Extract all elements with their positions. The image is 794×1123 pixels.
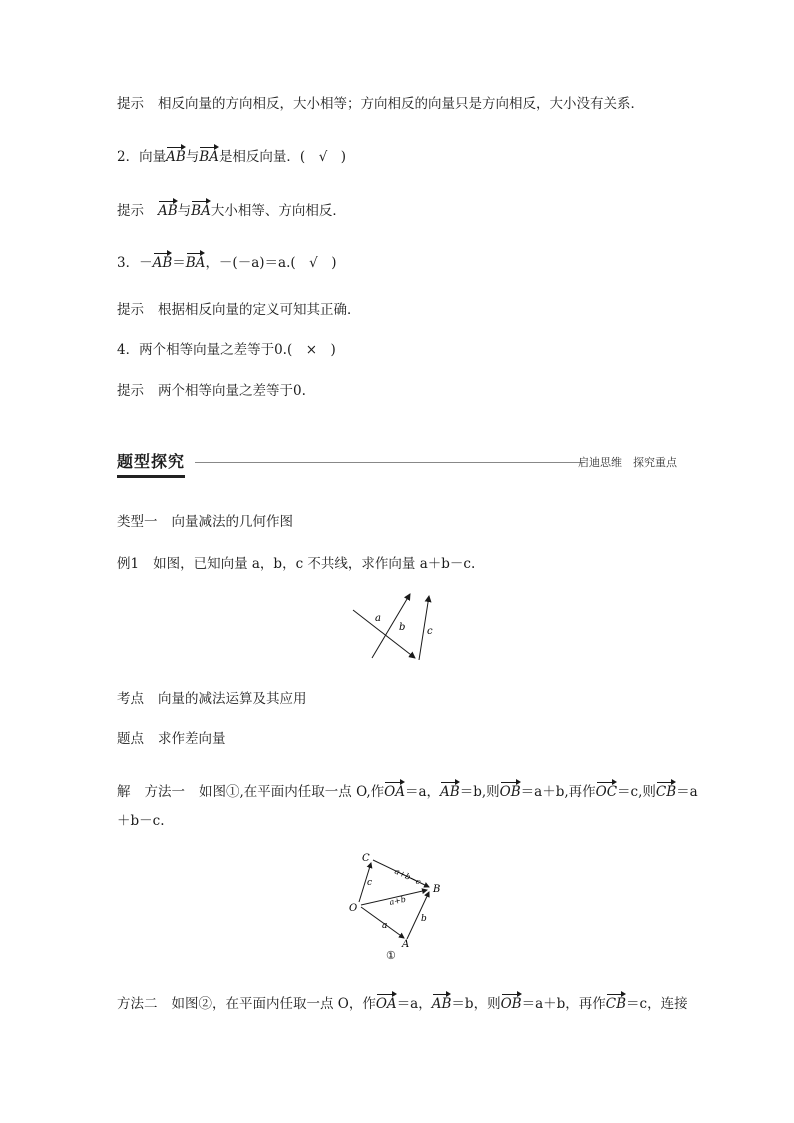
example-label: 例1 — [117, 556, 140, 572]
section-title-underline — [117, 475, 185, 478]
label-b: b — [399, 622, 406, 633]
solution-text: ＝a＋b,再作 — [520, 784, 596, 800]
type-text: 向量减法的几何作图 — [171, 514, 293, 530]
question-text: 两个相等向量之差等于0.( × ) — [139, 342, 336, 358]
solution-text: ＝a， — [396, 996, 432, 1012]
vector-ob: OB — [501, 991, 522, 1011]
hint-label: 提示 — [117, 203, 144, 219]
label-c: c — [367, 878, 373, 888]
point-b-label: B — [433, 884, 441, 895]
hint-label: 提示 — [117, 383, 144, 399]
solution-text: 如图②，在平面内任取一点 O，作 — [171, 996, 376, 1012]
label-a-plus-b-minus-c: a+b−c — [393, 866, 423, 887]
hint-text: 根据相反向量的定义可知其正确． — [158, 302, 361, 318]
solution-text: ＝a — [676, 784, 698, 800]
hint-4 — [117, 381, 306, 401]
vector-ba: BA — [191, 198, 211, 218]
hint-text: 相反向量的方向相反，大小相等；方向相反的向量只是方向相反，大小没有关系． — [158, 96, 644, 112]
question-text: 与 — [185, 149, 200, 165]
vector-oa: OA — [384, 779, 405, 799]
hint-label: 提示 — [117, 302, 144, 318]
vector-cb: CB — [606, 991, 626, 1011]
question-number: 3． — [117, 255, 140, 271]
solution-text: ＋b－c. — [117, 813, 165, 829]
point-o-label: O — [349, 903, 358, 914]
vector-a-arrow — [353, 610, 415, 658]
vector-ob: OB — [500, 779, 521, 799]
tidian — [117, 729, 226, 749]
type-heading — [117, 512, 293, 532]
question-number: 4． — [117, 342, 140, 358]
tidian-label: 题点 — [117, 731, 144, 747]
solution-text: 如图①,在平面内任取一点 O,作 — [199, 784, 385, 800]
vector-ab: AB — [166, 144, 186, 164]
point-a-label: A — [402, 939, 410, 950]
vector-ab: AB — [158, 198, 178, 218]
question-text: － — [139, 255, 153, 271]
question-text: ＝ — [172, 255, 186, 271]
vector-cb: CB — [656, 779, 676, 799]
hint-label: 提示 — [117, 96, 144, 112]
hint-2 — [117, 198, 346, 221]
vector-oa: OA — [376, 991, 397, 1011]
vector-ba: BA — [199, 144, 219, 164]
type-label: 类型一 — [117, 514, 158, 530]
question-text: 向量 — [139, 149, 167, 165]
solution-text: ＝a＋b，再作 — [521, 996, 606, 1012]
hint-text: 与 — [177, 203, 192, 219]
question-4 — [117, 340, 336, 360]
solution-line-1 — [117, 779, 698, 802]
method-2-line — [117, 991, 688, 1014]
hint-text: 大小相等、方向相反． — [210, 203, 346, 219]
section-header — [117, 450, 677, 476]
solution-line-2 — [117, 811, 165, 831]
figure-vectors-abc — [345, 590, 445, 660]
section-title: 题型探究 — [117, 452, 186, 471]
solution-text: ＝b,则 — [459, 784, 500, 800]
question-number: 2． — [117, 149, 140, 165]
kaodian-text: 向量的减法运算及其应用 — [158, 691, 307, 707]
vector-ba: BA — [186, 250, 206, 270]
label-a-plus-b: a+b — [388, 894, 407, 907]
question-text: ，－(－a)＝a.( √ ) — [205, 255, 337, 271]
label-c: c — [427, 626, 433, 637]
solution-text: ＝a， — [404, 784, 441, 800]
label-b: b — [421, 914, 427, 924]
label-a: a — [382, 921, 388, 931]
solution-text: ＝c,则 — [617, 784, 656, 800]
hint-1 — [117, 94, 644, 114]
solution-text: ＝c，连接 — [626, 996, 688, 1012]
figure-1-construction — [340, 848, 450, 963]
method-label: 方法二 — [117, 996, 158, 1012]
hint-3 — [117, 300, 361, 320]
section-tag: 启迪思维 探究重点 — [578, 456, 677, 469]
vector-oc: OC — [596, 779, 617, 799]
example-1 — [117, 554, 475, 574]
vector-ab: AB — [432, 991, 452, 1011]
tidian-text: 求作差向量 — [158, 731, 226, 747]
question-text: 是相反向量．( √ ) — [218, 149, 347, 165]
figure-caption: ① — [386, 949, 396, 962]
label-a: a — [375, 613, 381, 624]
question-3 — [117, 250, 337, 273]
vector-ab: AB — [153, 250, 173, 270]
vector-ab: AB — [440, 779, 460, 799]
section-rule — [195, 462, 585, 463]
kaodian — [117, 689, 307, 709]
method-label: 方法一 — [144, 784, 185, 800]
point-c-label: C — [362, 853, 370, 864]
example-text: 如图，已知向量 a，b，c 不共线，求作向量 a＋b－c. — [153, 556, 476, 572]
solution-label: 解 — [117, 784, 131, 800]
hint-text: 两个相等向量之差等于0. — [158, 383, 306, 399]
question-2 — [117, 144, 346, 167]
solution-text: ＝b，则 — [451, 996, 501, 1012]
kaodian-label: 考点 — [117, 691, 144, 707]
